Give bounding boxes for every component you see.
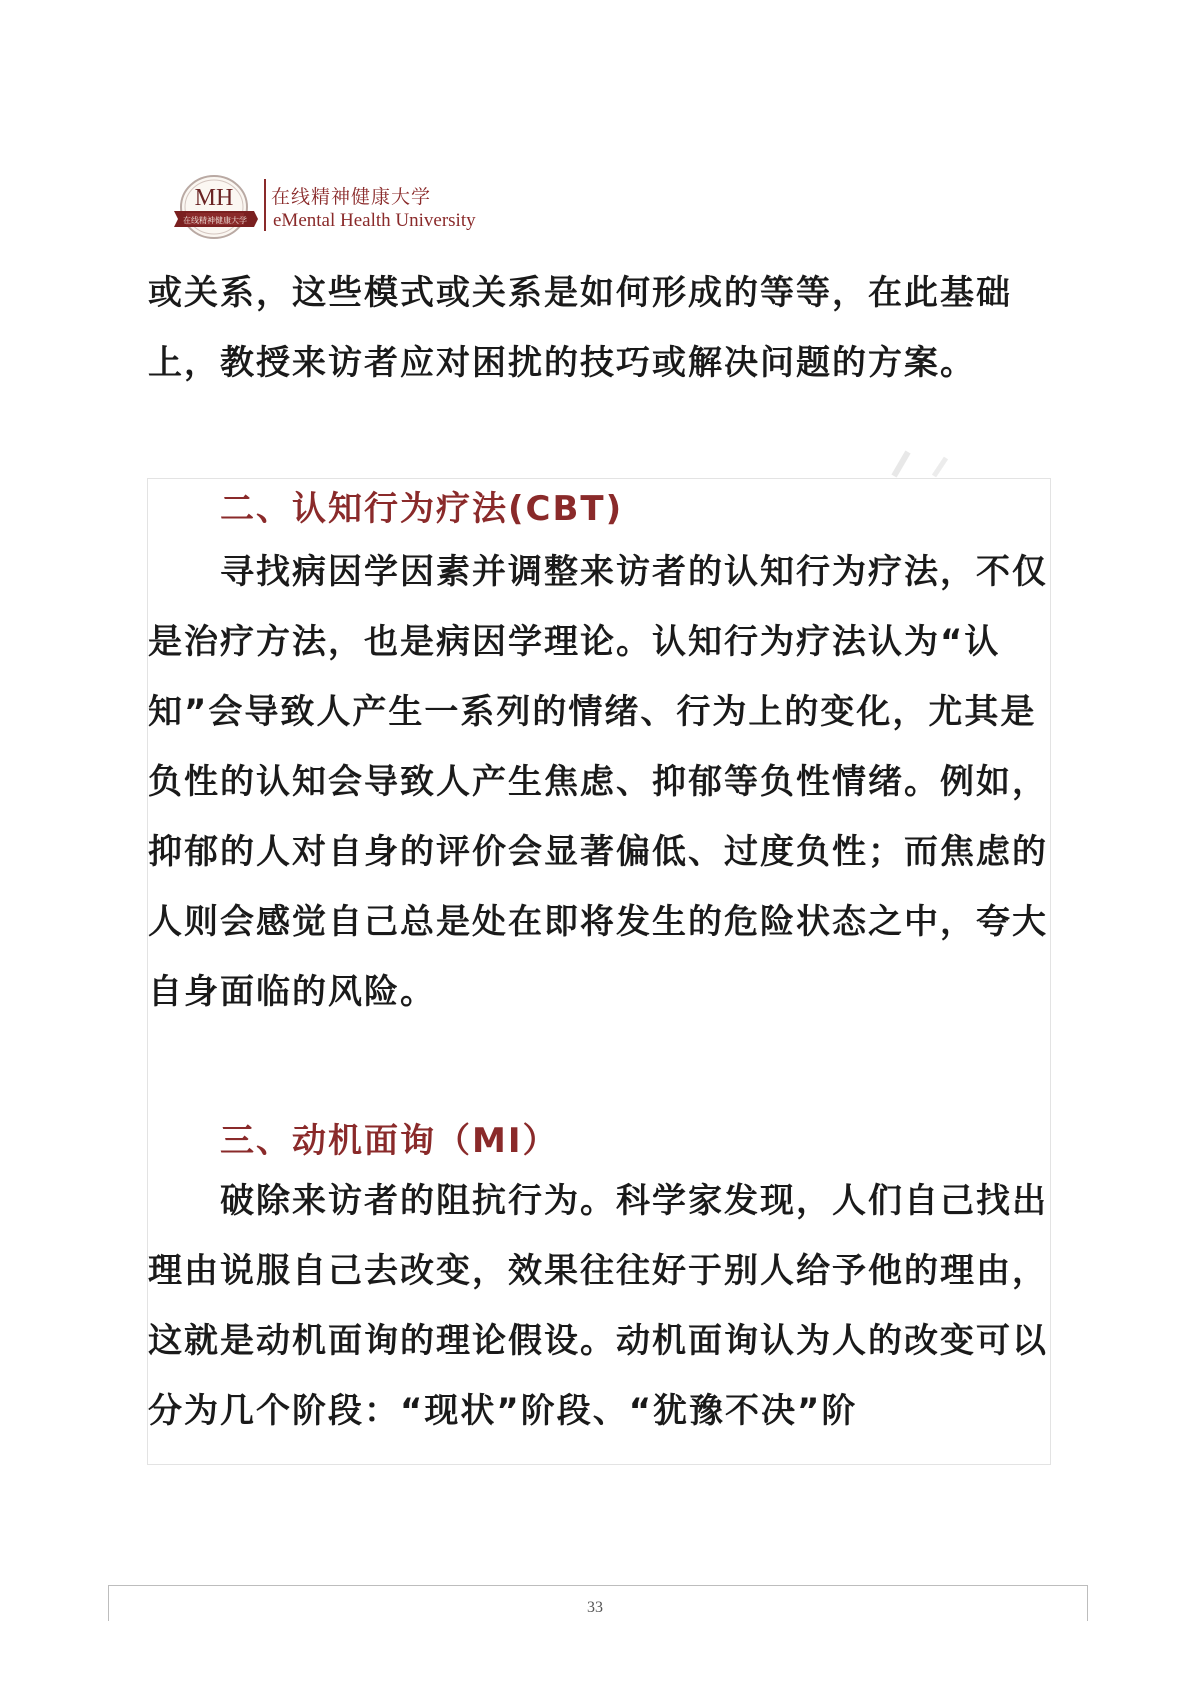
university-seal-icon bbox=[172, 173, 268, 243]
section-heading-mi: 三、动机面询（MI） bbox=[220, 1121, 559, 1161]
watermark-fragment-icon bbox=[890, 448, 960, 478]
section-heading-cbt: 二、认知行为疗法(CBT) bbox=[220, 489, 624, 529]
page-number: 33 bbox=[587, 1599, 603, 1616]
intro-paragraph: 或关系，这些模式或关系是如何形成的等等，在此基础上，教授来访者应对困扰的技巧或解决问题的方案。 bbox=[148, 273, 1012, 383]
svg-text:在线精神健康大学: 在线精神健康大学 bbox=[183, 216, 247, 225]
logo-divider bbox=[264, 179, 266, 231]
footer-rule bbox=[108, 1585, 1088, 1586]
logo-name-english: eMental Health University bbox=[273, 210, 476, 231]
logo-name-chinese: 在线精神健康大学 bbox=[271, 186, 432, 208]
section-body-cbt: 寻找病因学因素并调整来访者的认知行为疗法，不仅是治疗方法，也是病因学理论。认知行为疗法认为“认知”会导致人产生一系列的情绪、行为上的变化，尤其是负性的认知会导致人产生焦虑、抑郁等负性情绪。例如，抑郁的人对自身的评价会显著偏低、过度负性；而焦虑的人则会感觉自己总是处在即将发生的危险状态之中，夸大自身面临的风险。 bbox=[148, 552, 1048, 1012]
section-body-mi: 破除来访者的阻抗行为。科学家发现，人们自己找出理由说服自己去改变，效果往往好于别人给予他的理由，这就是动机面询的理论假设。动机面询认为人的改变可以分为几个阶段：“现状”阶段、“犹豫不决”阶 bbox=[148, 1181, 1048, 1431]
svg-text:MH: MH bbox=[194, 185, 234, 211]
header-logo bbox=[172, 173, 492, 245]
